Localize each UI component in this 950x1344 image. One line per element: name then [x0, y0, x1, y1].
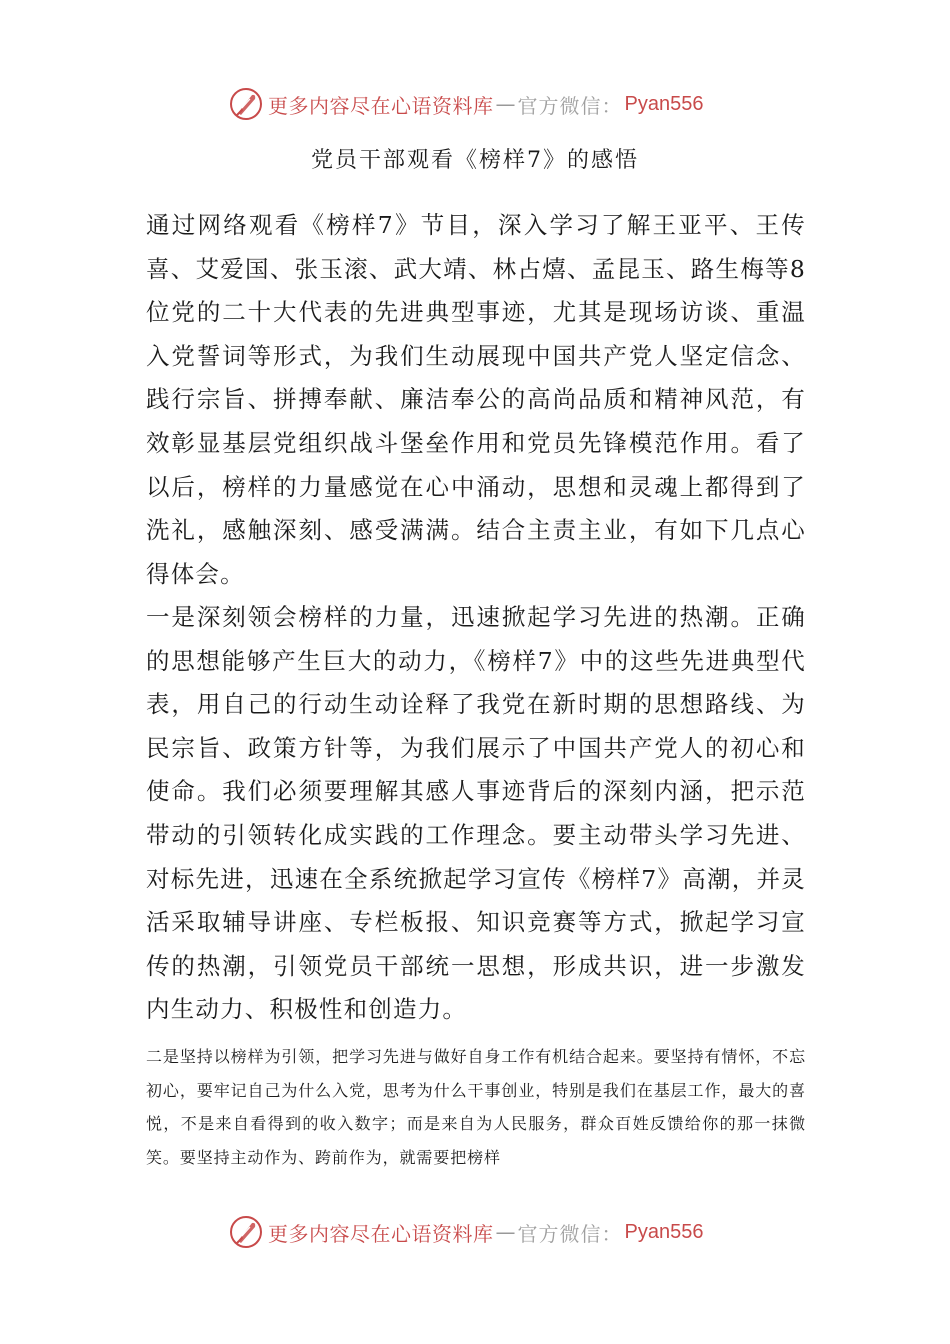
banner-dash: —	[495, 1220, 516, 1244]
feather-pen-logo-icon	[228, 86, 264, 122]
feather-pen-logo-icon	[228, 1214, 264, 1250]
banner-main-text: 更多内容尽在心语资料库	[268, 1221, 494, 1246]
paragraph-point-one: 一是深刻领会榜样的力量，迅速掀起学习先进的热潮。正确的思想能够产生巨大的动力，《榜样7》中的这些先进典型代表，用自己的行动生动诠释了我党在新时期的思想路线、为民宗旨、政策方针等，为我们展示了中国共产党人的初心和使命。我们必须要理解其感人事迹背后的深刻内涵，把示范带动的引领转化成实践的工作理念。要主动带头学习先进、对标先进，迅速在全系统掀起学习宣传《榜样7》高潮，并灵活采取辅导讲座、专栏板报、知识竞赛等方式，掀起学习宣传的热潮，引领党员干部统一思想，形成共识，进一步激发内生动力、积极性和创造力。	[146, 603, 806, 1024]
header-watermark-banner	[0, 82, 950, 126]
banner-main-text: 更多内容尽在心语资料库	[268, 93, 494, 118]
footer-watermark-banner	[0, 1210, 950, 1254]
banner-dash: —	[495, 92, 516, 116]
banner-wechat-account: Pyan556	[624, 1220, 704, 1243]
banner-wechat-label: 官方微信：	[517, 1221, 623, 1246]
paragraph-point-two: 二是坚持以榜样为引领，把学习先进与做好自身工作有机结合起来。要坚持有情怀，不忘初心，要牢记自己为什么入党，思考为什么干事创业，特别是我们在基层工作，最大的喜悦，不是来自看得到的收入数字；而是来自为人民服务，群众百姓反馈给你的那一抹微笑。要坚持主动作为、跨前作为，就需要把榜样	[146, 1047, 806, 1167]
document-title: 党员干部观看《榜样7》的感悟	[311, 148, 639, 173]
banner-wechat-account: Pyan556	[624, 92, 704, 115]
paragraph-intro: 通过网络观看《榜样7》节目，深入学习了解王亚平、王传喜、艾爱国、张玉滚、武大靖、林占熺、孟昆玉、路生梅等8位党的二十大代表的先进典型事迹，尤其是现场访谈、重温入党誓词等形式，为我们生动展现中国共产党人坚定信念、践行宗旨、拼搏奉献、廉洁奉公的高尚品质和精神风范，有效彰显基层党组织战斗堡垒作用和党员先锋模范作用。看了以后，榜样的力量感觉在心中涌动，思想和灵魂上都得到了洗礼，感触深刻、感受满满。结合主责主业，有如下几点心得体会。	[146, 211, 806, 588]
banner-wechat-label: 官方微信：	[517, 93, 623, 118]
